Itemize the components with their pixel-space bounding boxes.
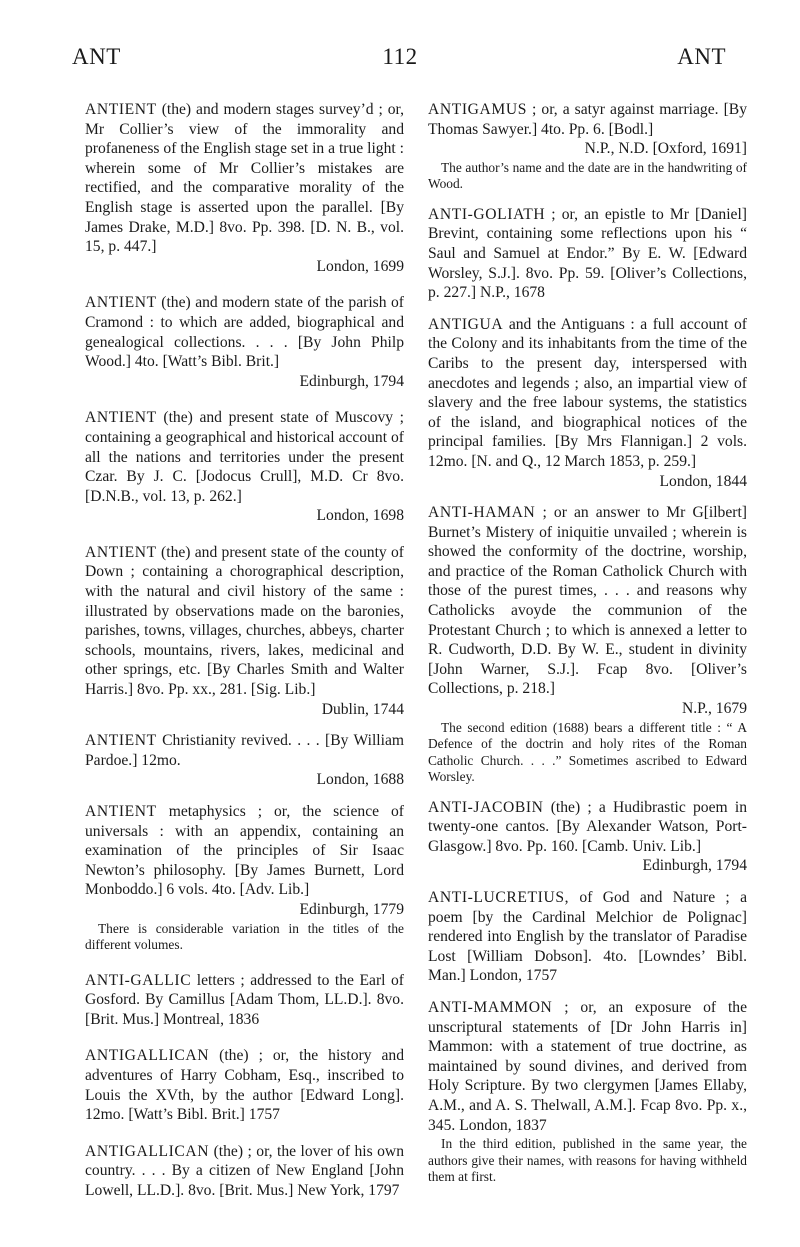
entry-imprint: London, 1688 [316,771,404,789]
entry-headword: ANTIENT [85,732,157,750]
entry [428,100,747,193]
entry-body: and the Antiguans : a full account of the Colony and its inhabitants from the time of the Caribs to the present day, interspersed with anecdotes and legends ; also, an impartial view of slavery and the free labour systems, the statistics of the island, and biographical notices of the principal families. [By Mrs Flannigan.] 2 vols. 12mo. [N. and Q., 12 March 1853, p. 259.] [428,315,747,470]
entry [428,998,747,1186]
entry-imprint: Edinburgh, 1794 [299,372,404,390]
entry-body: (the) ; or, the history and adventures of Harry Cobham, Esq., inscribed to Louis the XVth, by the author [Edward Long]. 12mo. [Watt’s Bibl. Brit.] 1757 [85,1047,404,1124]
running-head-right: ANT [677,44,726,69]
entry-note: There is considerable variation in the titles of the different volumes. [85,920,404,953]
entry-headword: ANTIGAMUS [428,101,527,118]
entry [85,293,404,391]
entry [428,205,747,303]
entry-body: (the) ; a Hudibrastic poem in twenty-one cantos. [By Alexander Watson, Port-Glasgow.] 8vo. Pp. 160. [Camb. Univ. Lib.] [428,798,747,855]
entry-imprint: Dublin, 1744 [321,700,404,718]
entry-headword: ANTIENT [85,543,157,561]
entry [85,971,404,1030]
entry [85,731,404,790]
entry-headword: ANTIGALLICAN [85,1142,210,1160]
entry-note: The second edition (1688) bears a different title : “ A Defence of the doctrin and holy rites of the Roman Catholic Church. . . .” Sometimes ascribed to Edward Worsley. [428,719,747,785]
entry-headword: ANTI-GALLIC [85,971,192,989]
entry-imprint: N.P., 1679 [682,700,747,718]
entry-imprint: London, 1698 [316,507,404,525]
entry-imprint: N.P., N.D. [Oxford, 1691] [584,140,747,158]
entry [85,802,404,954]
entry-headword: ANTI-JACOBIN [428,798,544,816]
entry [428,888,747,986]
entry [85,100,404,276]
entry [85,543,404,719]
entry-note: The author’s name and the date are in the handwriting of Wood. [428,159,747,192]
entry-headword: ANTIENT [85,101,157,118]
entry [85,408,404,526]
entry-headword: ANTIENT [85,803,157,820]
entry-body: metaphysics ; or, the science of universals : with an appendix, containing an examination of the principles of Sir Isaac Newton’s philosophy. [By James Burnett, Lord Monboddo.] 6 vols. 4to. [Adv. Lib.] [85,803,404,899]
entry-note: In the third edition, published in the same year, the authors give their names, with reasons for having withheld them at first. [428,1136,747,1185]
entry [428,315,747,491]
right-column [428,100,747,1203]
entry-body: ; or, a satyr against marriage. [By Thomas Sawyer.] 4to. Pp. 6. [Bodl.] [428,101,747,138]
entry-body: Christianity revived. . . . [By William Pardoe.] 12mo. [85,732,404,769]
entry-headword: ANTIGALLICAN [85,1047,210,1065]
running-header [0,44,800,80]
entry-body: ; or an answer to Mr G[ilbert] Burnet’s Mistery of iniquitie unvailed ; wherein is showed the conformity of the doctrine, worship, and practice of the Roman Catholick Church with those of the purest times, . . . and reasons why Catholicks avoyde the communion of the Protestant Church ; to which is annexed a letter to R. Cudworth, D.D. By W. E., student in divinity [John Warner, S.J.]. Fcap 8vo. [Oliver’s Collections, p. 218.] [428,504,747,698]
entry-body: (the) and modern stages survey’d ; or, Mr Collier’s view of the immorality and profaneness of the English stage set in a true light : wherein some of Mr Collier’s mistakes are rectified, and the comparative morality of the English stage is asserted upon the parallel. [By James Drake, M.D.] 8vo. Pp. 398. [D. N. B., vol. 15, p. 447.] [85,101,404,256]
running-head-left: ANT [72,44,121,69]
entry-body: (the) ; or, the lover of his own country. . . . By a citizen of New England [John Lowell, LL.D.]. 8vo. [Brit. Mus.] New York, 1797 [85,1142,404,1199]
entry-imprint: Edinburgh, 1794 [642,857,747,875]
entry-body: (the) and modern state of the parish of Cramond : to which are added, biographical and genealogical collections. . . . [By John Philp Wood.] 4to. [Watt’s Bibl. Brit.] [85,294,404,371]
entry-imprint: London, 1844 [659,472,747,490]
page-number: 112 [382,44,418,69]
entry-headword: ANTIGUA [428,315,504,333]
entry-headword: ANTIENT [85,294,157,312]
entry-headword: ANTI-HAMAN [428,504,536,522]
entry [428,503,747,786]
entry-imprint: London, 1699 [316,257,404,275]
entry-body: ; or, an epistle to Mr [Daniel] Brevint, containing some reflections upon his “ Saul and Samuel at Endor.” By E. W. [Edward Worsley, S.J.]. 8vo. Pp. 59. [Oliver’s Collections, p. 227.] N.P., 1678 [428,205,747,302]
entry-headword: ANTIENT [85,409,157,427]
entry-body: (the) and present state of Muscovy ; containing a geographical and historical account of all the nations and territories under the present Czar. By J. C. [Jodocus Crull], M.D. Cr 8vo. [D.N.B., vol. 13, p. 262.] [85,409,405,505]
entry [428,798,747,876]
entry-body: (the) and present state of the county of Down ; containing a chorographical description, with the natural and civil history of the same : illustrated by observations made on the baronies, parishes, towns, villages, churches, abbeys, charter schools, mountains, rivers, lakes, medicinal and other springs, etc. [By Charles Smith and Walter Harris.] 8vo. Pp. xx., 281. [Sig. Lib.] [85,543,404,699]
entry-body: ; or, an exposure of the unscriptural statements of [Dr John Harris in] Mammon: with a statement of true doctrine, as maintained by sound divines, and derived from Holy Scripture. By two clergymen [James Ellaby, A.M., and A. S. Thelwall, A.M.]. Fcap 8vo. Pp. x., 345. London, 1837 [428,998,747,1134]
entry-imprint: Edinburgh, 1779 [299,900,404,918]
left-column [85,100,404,1218]
entry [85,1046,404,1124]
entry-headword: ANTI-LUCRETIUS, [428,889,570,906]
entry-headword: ANTI-GOLIATH [428,205,546,223]
entry-body: letters ; addressed to the Earl of Gosford. By Camillus [Adam Thom, LL.D.]. 8vo. [Brit. Mus.] Montreal, 1836 [85,971,405,1028]
entry-body: of God and Nature ; a poem [by the Cardinal Melchior de Polignac] rendered into English by the translator of Paradise Lost [William Dobson]. 4to. [Lowndes’ Bibl. Man.] London, 1757 [428,889,747,985]
entry [85,1142,404,1201]
entry-headword: ANTI-MAMMON [428,998,553,1016]
